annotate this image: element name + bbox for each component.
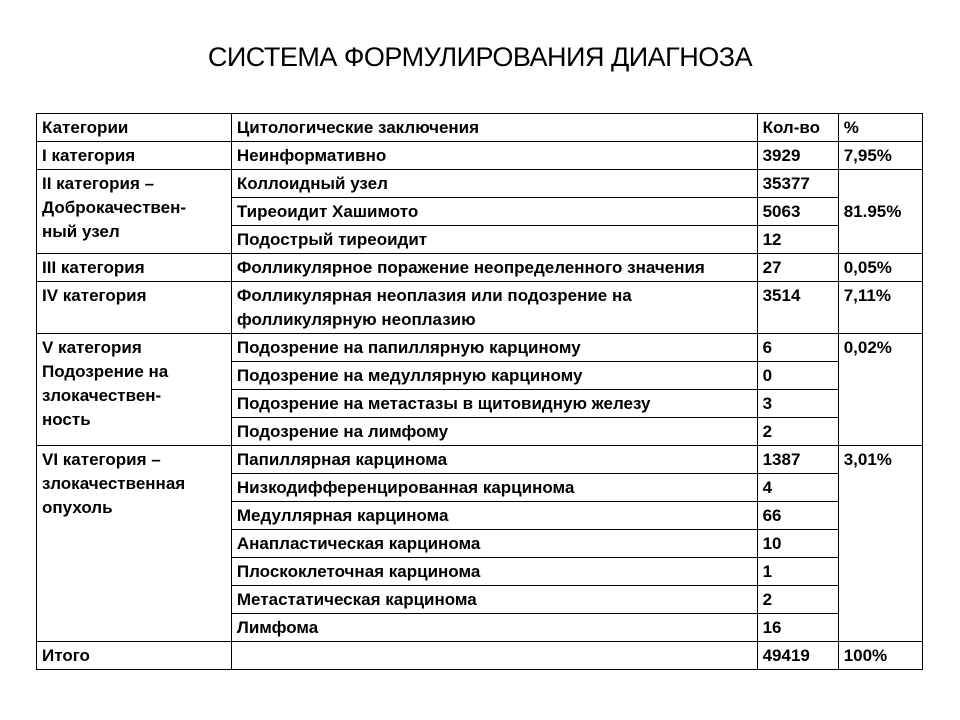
percent-cell: 0,02%	[838, 334, 922, 446]
count-cell: 3514	[757, 282, 838, 334]
table-row	[37, 446, 923, 474]
count-cell: 3	[757, 390, 838, 418]
table-row	[37, 254, 923, 282]
conclusion-cell: Подозрение на медуллярную карциному	[231, 362, 757, 390]
conclusion-cell: Подострый тиреоидит	[231, 226, 757, 254]
category-label: IV категория	[37, 282, 232, 334]
category-label: VI категория – злокачественная опухоль	[37, 446, 232, 642]
conclusion-cell: Подозрение на метастазы в щитовидную железу	[231, 390, 757, 418]
diagnosis-table	[36, 113, 923, 670]
conclusion-cell: Подозрение на папиллярную карциному	[231, 334, 757, 362]
category-label: V категория Подозрение на злокачествен- ность	[37, 334, 232, 446]
count-cell: 3929	[757, 142, 838, 170]
count-cell: 2	[757, 418, 838, 446]
header-conclusion: Цитологические заключения	[231, 114, 757, 142]
count-cell: 0	[757, 362, 838, 390]
percent-cell: 0,05%	[838, 254, 922, 282]
conclusion-cell: Лимфома	[231, 614, 757, 642]
count-cell: 27	[757, 254, 838, 282]
count-cell: 2	[757, 586, 838, 614]
conclusion-cell: Медуллярная карцинома	[231, 502, 757, 530]
total-row	[37, 642, 923, 670]
conclusion-cell: Неинформативно	[231, 142, 757, 170]
count-cell: 4	[757, 474, 838, 502]
count-cell: 5063	[757, 198, 838, 226]
category-label: III категория	[37, 254, 232, 282]
count-cell: 10	[757, 530, 838, 558]
conclusion-cell: Низкодифференцированная карцинома	[231, 474, 757, 502]
count-cell: 35377	[757, 170, 838, 198]
table-row	[37, 334, 923, 362]
header-category: Категории	[37, 114, 232, 142]
conclusion-cell: Фолликулярное поражение неопределенного значения	[231, 254, 757, 282]
table-row	[37, 170, 923, 198]
count-cell: 66	[757, 502, 838, 530]
conclusion-cell: Папиллярная карцинома	[231, 446, 757, 474]
percent-cell: 81.95%	[838, 170, 922, 254]
count-cell: 16	[757, 614, 838, 642]
count-cell: 12	[757, 226, 838, 254]
count-cell: 6	[757, 334, 838, 362]
total-label: Итого	[37, 642, 232, 670]
count-cell: 1387	[757, 446, 838, 474]
page-title: СИСТЕМА ФОРМУЛИРОВАНИЯ ДИАГНОЗА	[207, 42, 753, 72]
conclusion-cell: Плоскоклеточная карцинома	[231, 558, 757, 586]
table-row	[37, 282, 923, 334]
conclusion-cell: Фолликулярная неоплазия или подозрение на фолликулярную неоплазию	[231, 282, 757, 334]
conclusion-cell: Анапластическая карцинома	[231, 530, 757, 558]
total-conclusion	[231, 642, 757, 670]
header-count: Кол-во	[757, 114, 838, 142]
category-label: I категория	[37, 142, 232, 170]
conclusion-cell: Коллоидный узел	[231, 170, 757, 198]
total-count: 49419	[757, 642, 838, 670]
percent-cell: 7,11%	[838, 282, 922, 334]
table-header-row	[37, 114, 923, 142]
total-percent: 100%	[838, 642, 922, 670]
count-cell: 1	[757, 558, 838, 586]
percent-cell: 7,95%	[838, 142, 922, 170]
conclusion-cell: Подозрение на лимфому	[231, 418, 757, 446]
percent-cell: 3,01%	[838, 446, 922, 642]
conclusion-cell: Метастатическая карцинома	[231, 586, 757, 614]
conclusion-cell: Тиреоидит Хашимото	[231, 198, 757, 226]
category-label: II категория – Доброкачествен- ный узел	[37, 170, 232, 254]
table-row	[37, 142, 923, 170]
header-percent: %	[838, 114, 922, 142]
